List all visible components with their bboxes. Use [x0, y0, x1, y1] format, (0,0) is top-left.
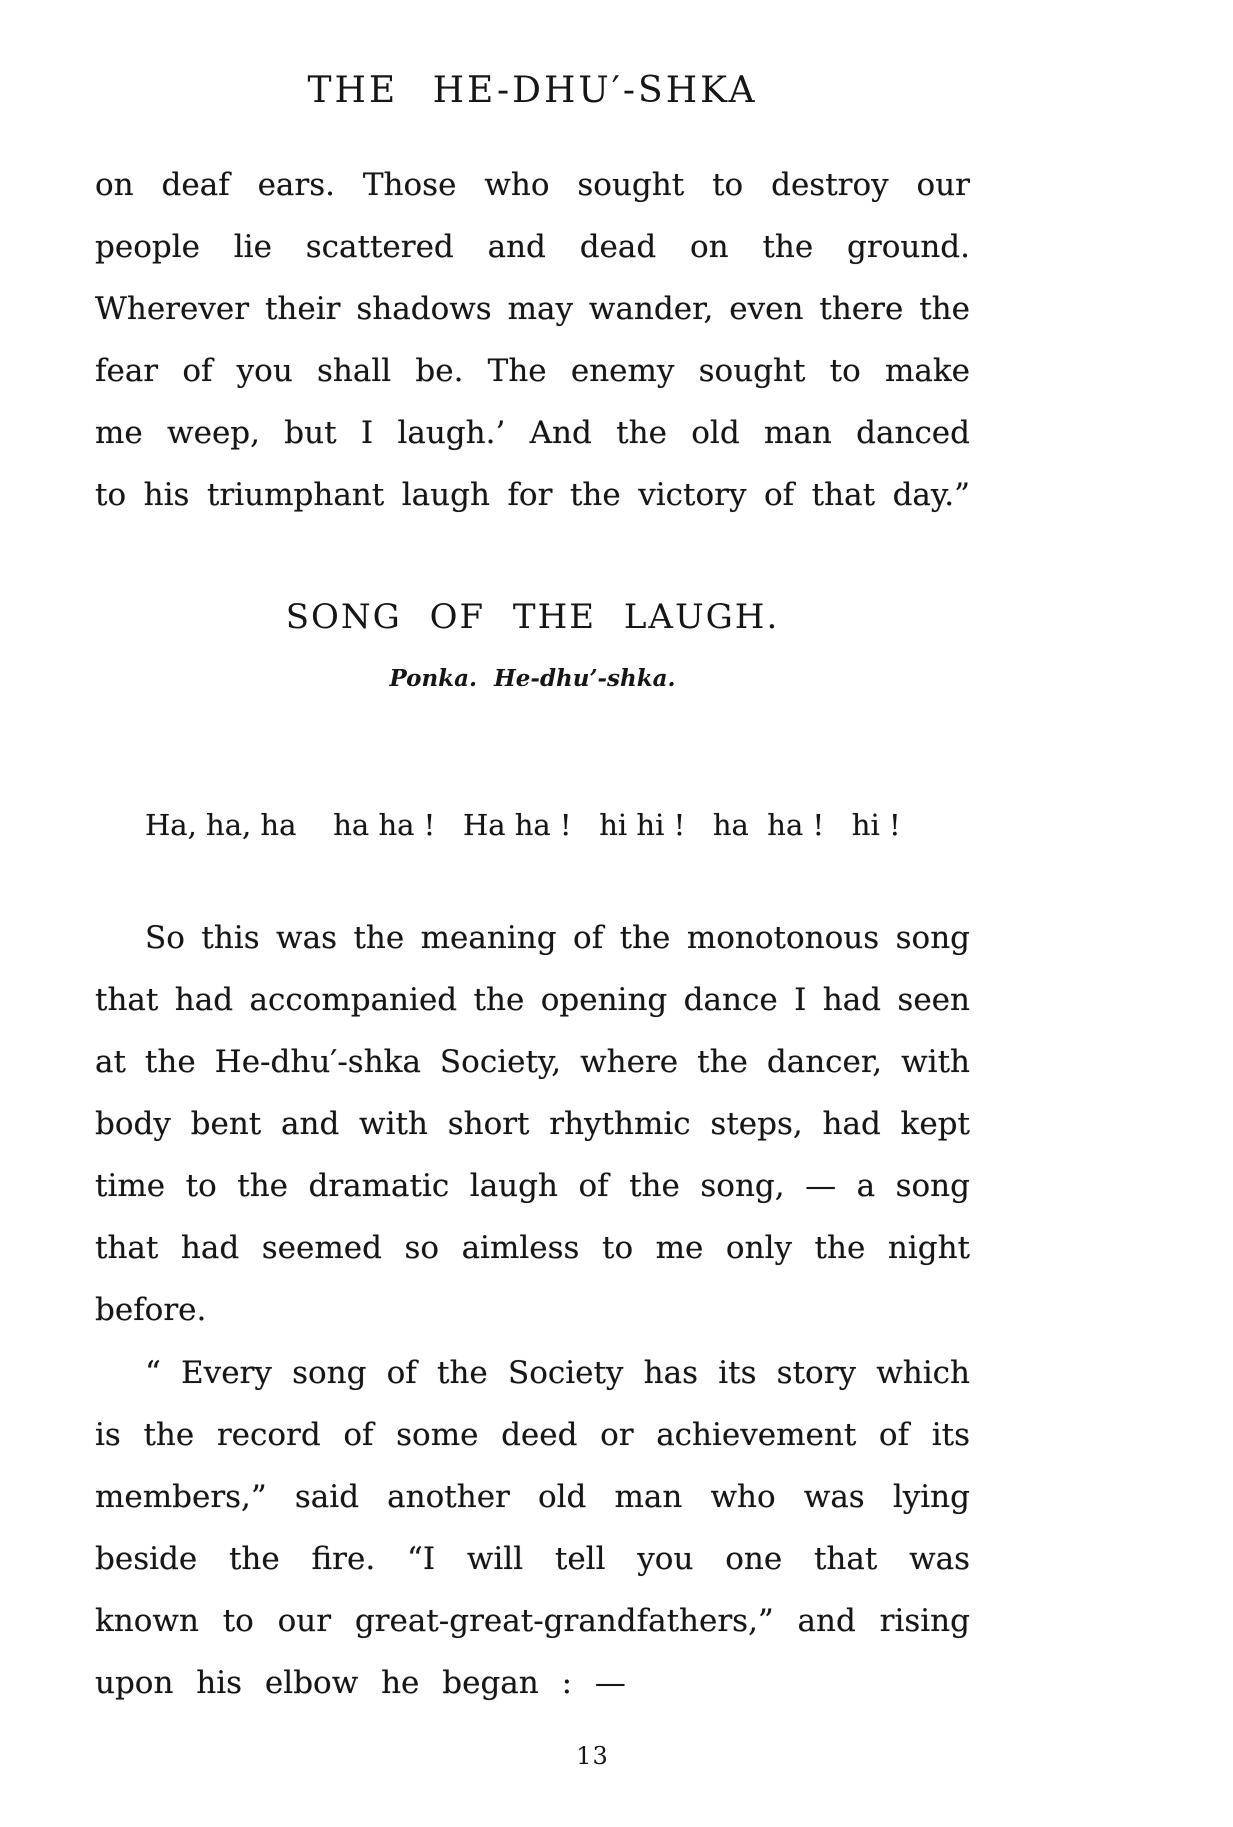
- paragraph-quote: [95, 1342, 970, 1714]
- page-title: THE HE-DHU′-SHKA: [307, 70, 758, 111]
- text-line: before.: [95, 1292, 207, 1328]
- paragraph-continuation: [95, 154, 970, 526]
- text-line: Wherever their shadows may wander, even there the: [95, 291, 970, 327]
- text-line: at the He-dhu′-shka Society, where the dancer, with: [95, 1044, 970, 1080]
- text-line: members,” said another old man who was lying: [95, 1479, 970, 1515]
- text-line: me weep, but I laugh.’ And the old man danced: [95, 415, 970, 451]
- text-line: people lie scattered and dead on the ground.: [95, 229, 970, 265]
- text-line: time to the dramatic laugh of the song, — a song: [95, 1168, 970, 1204]
- text-line: on deaf ears. Those who sought to destroy our: [95, 167, 970, 203]
- text-line: is the record of some deed or achievement of its: [95, 1417, 970, 1453]
- text-line: that had accompanied the opening dance I had seen: [95, 982, 970, 1018]
- song-syllables-line: Ha, ha, ha ha ha ! Ha ha ! hi hi ! ha ha ! hi !: [145, 808, 901, 842]
- page-number: 13: [576, 1742, 609, 1770]
- text-line: beside the fire. “I will tell you one that was: [95, 1541, 970, 1577]
- text-line: “ Every song of the Society has its story which: [145, 1355, 970, 1391]
- text-line: to his triumphant laugh for the victory of that day.”: [95, 477, 970, 513]
- text-line: fear of you shall be. The enemy sought to make: [95, 353, 970, 389]
- paragraph-narrative: [95, 907, 970, 1341]
- text-line: body bent and with short rhythmic steps, had kept: [95, 1106, 970, 1142]
- section-heading: SONG OF THE LAUGH.: [285, 597, 780, 637]
- text-line: known to our great-great-grandfathers,” and rising: [95, 1603, 970, 1639]
- text-line: upon his elbow he began : —: [95, 1665, 626, 1701]
- text-line: So this was the meaning of the monotonous song: [145, 920, 970, 956]
- text-line: that had seemed so aimless to me only the night: [95, 1230, 970, 1266]
- section-subtitle: Ponka. He-dhu’-shka.: [389, 665, 676, 692]
